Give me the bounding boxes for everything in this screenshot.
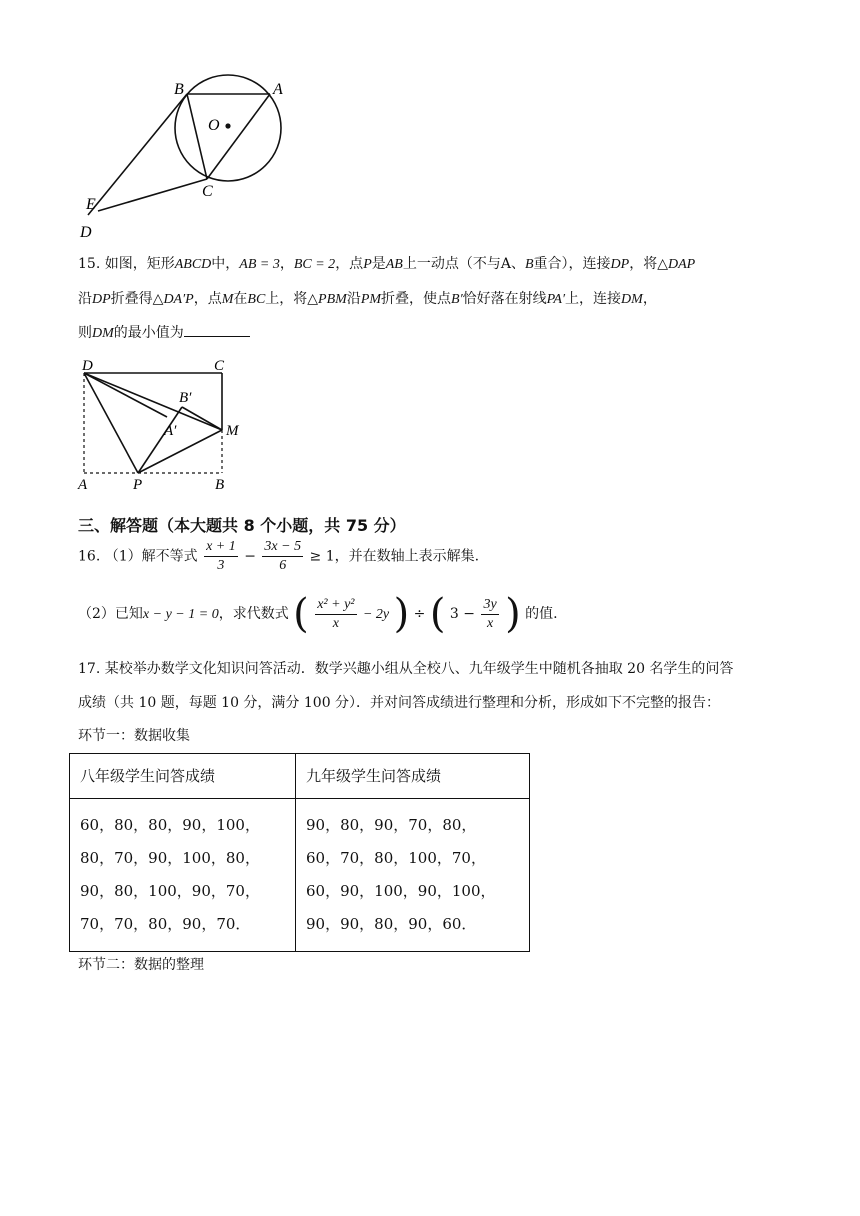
right-paren: ) [505, 591, 521, 637]
segment-pm [138, 430, 222, 473]
label-d: D [82, 358, 93, 374]
fraction-4: $\frac{3y}{x}$ [483, 596, 497, 631]
list-item: 60，80，80，90，100， [80, 816, 260, 834]
q16-part1: 16. （1）解不等式 $\frac{x + 1}{3}$ − $\frac{3x - 5}{6}$ ≥ 1，并在数轴上表示解集. [78, 539, 480, 573]
label-a: A [273, 81, 283, 98]
label-c: C [202, 183, 213, 200]
segment-bc [187, 94, 207, 179]
header-grade8: 八年级学生问答成绩 [70, 754, 296, 799]
label-m: M [226, 423, 239, 439]
label-b: B [174, 81, 184, 98]
label-a: A [78, 477, 88, 493]
fraction-1: $\frac{x + 1}{3}$ [206, 539, 236, 573]
list-item: 90，90，80，90，60． [306, 915, 477, 933]
grade9-scores [296, 799, 530, 952]
q17-line1: 17. 某校举办数学文化知识问答活动．数学兴趣小组从全校八、九年级学生中随机各抽取 20 名学生的问答 [78, 661, 734, 677]
q15-line2: 沿DP折叠得△DA′P，点M在BC上，将△PBM沿PM折叠，使点B′恰好落在射线PA′上，连接DM， [78, 291, 657, 307]
list-item: 60，90，100，90，100， [306, 882, 496, 900]
right-paren: ) [393, 591, 410, 637]
label-o: O [208, 117, 220, 134]
table-header-row [70, 754, 530, 799]
header-grade9: 九年级学生问答成绩 [296, 754, 530, 799]
answer-blank [184, 322, 250, 337]
list-item: 60，70，80，100，70， [306, 849, 486, 867]
section-heading: 三、解答题（本大题共 8 个小题，共 75 分） [78, 516, 406, 535]
label-a-prime: A′ [164, 423, 177, 439]
rectangle-fold-figure [74, 355, 249, 495]
label-p: P [133, 477, 143, 493]
q17-step1: 环节一：数据收集 [78, 728, 190, 744]
q17-line2: 成绩（共 10 题，每题 10 分，满分 100 分）．并对问答成绩进行整理和分析，形成如下不完整的报告： [78, 695, 721, 711]
fraction-2: $\frac{3x - 5}{6}$ [264, 539, 302, 573]
label-b-prime: B′ [179, 390, 192, 406]
q17-step2: 环节二：数据的整理 [78, 957, 204, 973]
list-item: 90，80，100，90，70， [80, 882, 260, 900]
segment-pb-prime [138, 407, 182, 473]
fraction-3: $\frac{\text{x² + y²}}{x}$ [317, 596, 355, 631]
left-paren: ( [293, 591, 309, 637]
label-b: B [215, 477, 225, 493]
q16-part2: （2）已知x − y − 1 = 0，求代数式 ( $\frac{\text{x² + y²}}{x}$ − 2y ) ÷ ( 3 − $\frac{3y}{x}$ ) 的值. [78, 591, 558, 637]
label-d: D [80, 224, 92, 241]
list-item: 80，70，90，100，80， [80, 849, 260, 867]
left-paren: ( [429, 591, 446, 637]
center-dot [225, 123, 230, 128]
table-row [70, 799, 530, 952]
q15-line1: 15. 如图，矩形ABCD中，AB = 3，BC = 2，点P是AB上一动点（不与A、B重合），连接DP，将△DAP [78, 256, 696, 272]
segment-dm [84, 373, 222, 430]
segment-ac [207, 94, 270, 179]
segment-b-prime-m [182, 407, 222, 430]
list-item: 70，70，80，90，70． [80, 915, 251, 933]
scores-table [69, 753, 530, 952]
label-c: C [214, 358, 225, 374]
grade8-scores [70, 799, 296, 952]
label-e: E [86, 196, 96, 213]
list-item: 90，80，90，70，80， [306, 816, 477, 834]
q15-line3: 则DM的最小值为 [78, 322, 250, 344]
circle-triangle-figure [70, 70, 300, 245]
segment-bd [88, 94, 187, 215]
